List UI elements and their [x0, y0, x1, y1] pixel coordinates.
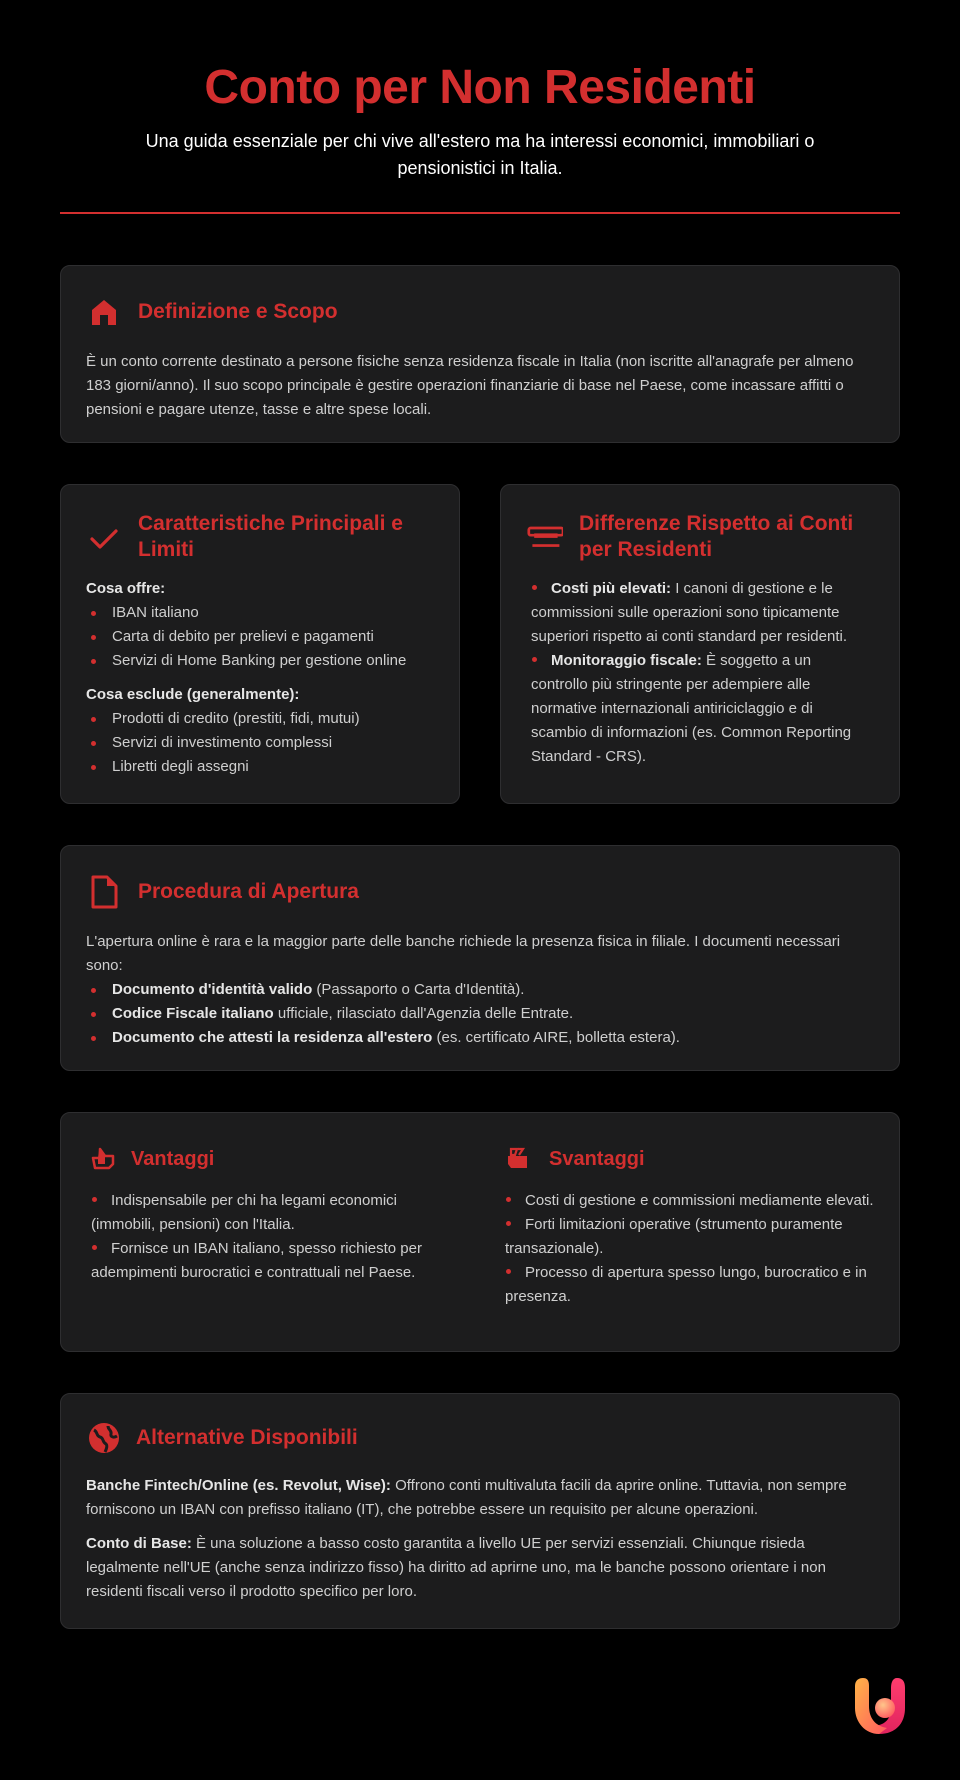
item-label: Codice Fiscale italiano	[112, 1005, 274, 1022]
card-title: Caratteristiche Principali e Limiti	[138, 512, 403, 561]
list-item	[505, 1261, 875, 1309]
item-text: È soggetto a un controllo più stringente per adempiere alle normative internazionali antiriciclaggio e di scambio di informazioni (es. Common Reporting Standard - CRS).	[531, 652, 852, 765]
bullet-icon	[506, 1221, 511, 1226]
item-text: ufficiale, rilasciato dall'Agenzia delle Entrate.	[273, 1005, 574, 1022]
item-label: Conto di Base:	[86, 1535, 192, 1552]
differences-card	[500, 484, 900, 804]
item-text: Costi di gestione e commissioni mediamente elevati.	[525, 1192, 874, 1209]
list-item	[505, 1213, 875, 1261]
item-text: I canoni di gestione e le commissioni sulle operazioni sono tipicamente superiori rispetto ai conti standard per residenti.	[531, 580, 847, 645]
differences-list	[531, 577, 869, 769]
item-text: È una soluzione a basso costo garantita a livello UE per servizi essenziali. Chiunque risieda legalmente nell'UE (anche senza indirizzo fisso) ha diritto ad aprirne uno, ma le banche possono orientare i non residenti fiscali verso il prodotto specifico per loro.	[86, 1535, 826, 1600]
list-item	[505, 1189, 875, 1213]
bank-column-icon	[527, 519, 563, 555]
card-title: Definizione e Scopo	[138, 300, 338, 323]
check-icon	[86, 521, 122, 557]
excludes-label: Cosa esclude (generalmente):	[86, 686, 300, 703]
item-text: Forti limitazioni operative (strumento puramente transazionale).	[505, 1216, 843, 1257]
page-subtitle: Una guida essenziale per chi vive all'estero ma ha interessi economici, immobiliari o pensionistici in Italia.	[145, 131, 815, 178]
procedure-list	[86, 978, 874, 1050]
pros-column	[91, 1141, 451, 1285]
item-text: Fornisce un IBAN italiano, spesso richiesto per adempimenti burocratici e contrattuali nel Paese.	[91, 1240, 422, 1281]
card-title: Procedura di Apertura	[138, 880, 359, 903]
cons-column	[505, 1141, 875, 1309]
bullet-icon	[532, 585, 537, 590]
alternatives-card	[60, 1393, 900, 1629]
item-label: Costi più elevati:	[551, 580, 672, 597]
features-card	[60, 484, 460, 804]
list-item	[531, 649, 869, 769]
list-item	[91, 1237, 451, 1285]
item-text: (es. certificato AIRE, bolletta estera).	[432, 1029, 680, 1046]
list-item: Carta di debito per prelievi e pagamenti	[86, 625, 434, 649]
list-item	[91, 1189, 451, 1237]
thumbs-down-icon	[505, 1141, 531, 1177]
list-item	[531, 577, 869, 649]
bullet-icon	[506, 1269, 511, 1274]
definition-body: È un conto corrente destinato a persone fisiche senza residenza fiscale in Italia (non iscritte all'anagrafe per almeno 183 giorni/anno). Il suo scopo principale è gestire operazioni finanziarie di base nel Paese, come incassare affitti o pensioni e pagare utenze, tasse e altre spese locali.	[86, 353, 854, 418]
bullet-icon	[92, 1197, 97, 1202]
list-item	[86, 1026, 874, 1050]
document-icon	[86, 874, 122, 910]
list-item: Libretti degli assegni	[86, 755, 434, 779]
item-label: Monitoraggio fiscale:	[551, 652, 702, 669]
pros-list	[91, 1189, 451, 1285]
card-title: Vantaggi	[131, 1148, 215, 1170]
list-item: IBAN italiano	[86, 601, 434, 625]
globe-icon	[86, 1420, 122, 1456]
page-header	[0, 0, 960, 182]
procedure-card	[60, 845, 900, 1071]
cons-list	[505, 1189, 875, 1309]
procedure-intro: L'apertura online è rara e la maggior parte delle banche richiede la presenza fisica in filiale. I documenti necessari sono:	[86, 933, 841, 974]
list-item	[86, 978, 874, 1002]
bullet-icon	[532, 657, 537, 662]
item-label: Banche Fintech/Online (es. Revolut, Wise):	[86, 1477, 391, 1494]
offers-label: Cosa offre:	[86, 580, 166, 597]
card-title: Differenze Rispetto ai Conti per Residenti	[579, 512, 854, 561]
bullet-icon	[506, 1197, 511, 1202]
list-item: Servizi di Home Banking per gestione online	[86, 649, 434, 673]
excludes-list	[86, 707, 434, 779]
card-title: Svantaggi	[549, 1148, 645, 1170]
thumbs-up-icon	[91, 1141, 117, 1177]
pros-cons-card	[60, 1112, 900, 1352]
offers-list	[86, 601, 434, 673]
card-title: Alternative Disponibili	[136, 1426, 358, 1449]
header-divider	[60, 212, 900, 214]
list-item: Servizi di investimento complessi	[86, 731, 434, 755]
bullet-icon	[92, 1245, 97, 1250]
item-label: Documento che attesti la residenza all'estero	[112, 1029, 433, 1046]
definition-card	[60, 265, 900, 443]
alternative-fintech	[86, 1474, 874, 1522]
alternative-basic-account	[86, 1532, 874, 1604]
page-title: Conto per Non Residenti	[204, 61, 756, 114]
item-text: Processo di apertura spesso lungo, burocratico e in presenza.	[505, 1264, 867, 1305]
item-text: Indispensabile per chi ha legami economici (immobili, pensioni) con l'Italia.	[91, 1192, 397, 1233]
item-label: Documento d'identità valido	[112, 981, 313, 998]
item-text: Offrono conti multivaluta facili da aprire online. Tuttavia, non sempre forniscono un IBAN con prefisso italiano (IT), che potrebbe essere un requisito per alcune operazioni.	[86, 1477, 847, 1518]
home-icon	[86, 294, 122, 330]
list-item: Prodotti di credito (prestiti, fidi, mutui)	[86, 707, 434, 731]
brand-logo-icon	[843, 1668, 915, 1740]
item-text: (Passaporto o Carta d'Identità).	[312, 981, 525, 998]
list-item	[86, 1002, 874, 1026]
